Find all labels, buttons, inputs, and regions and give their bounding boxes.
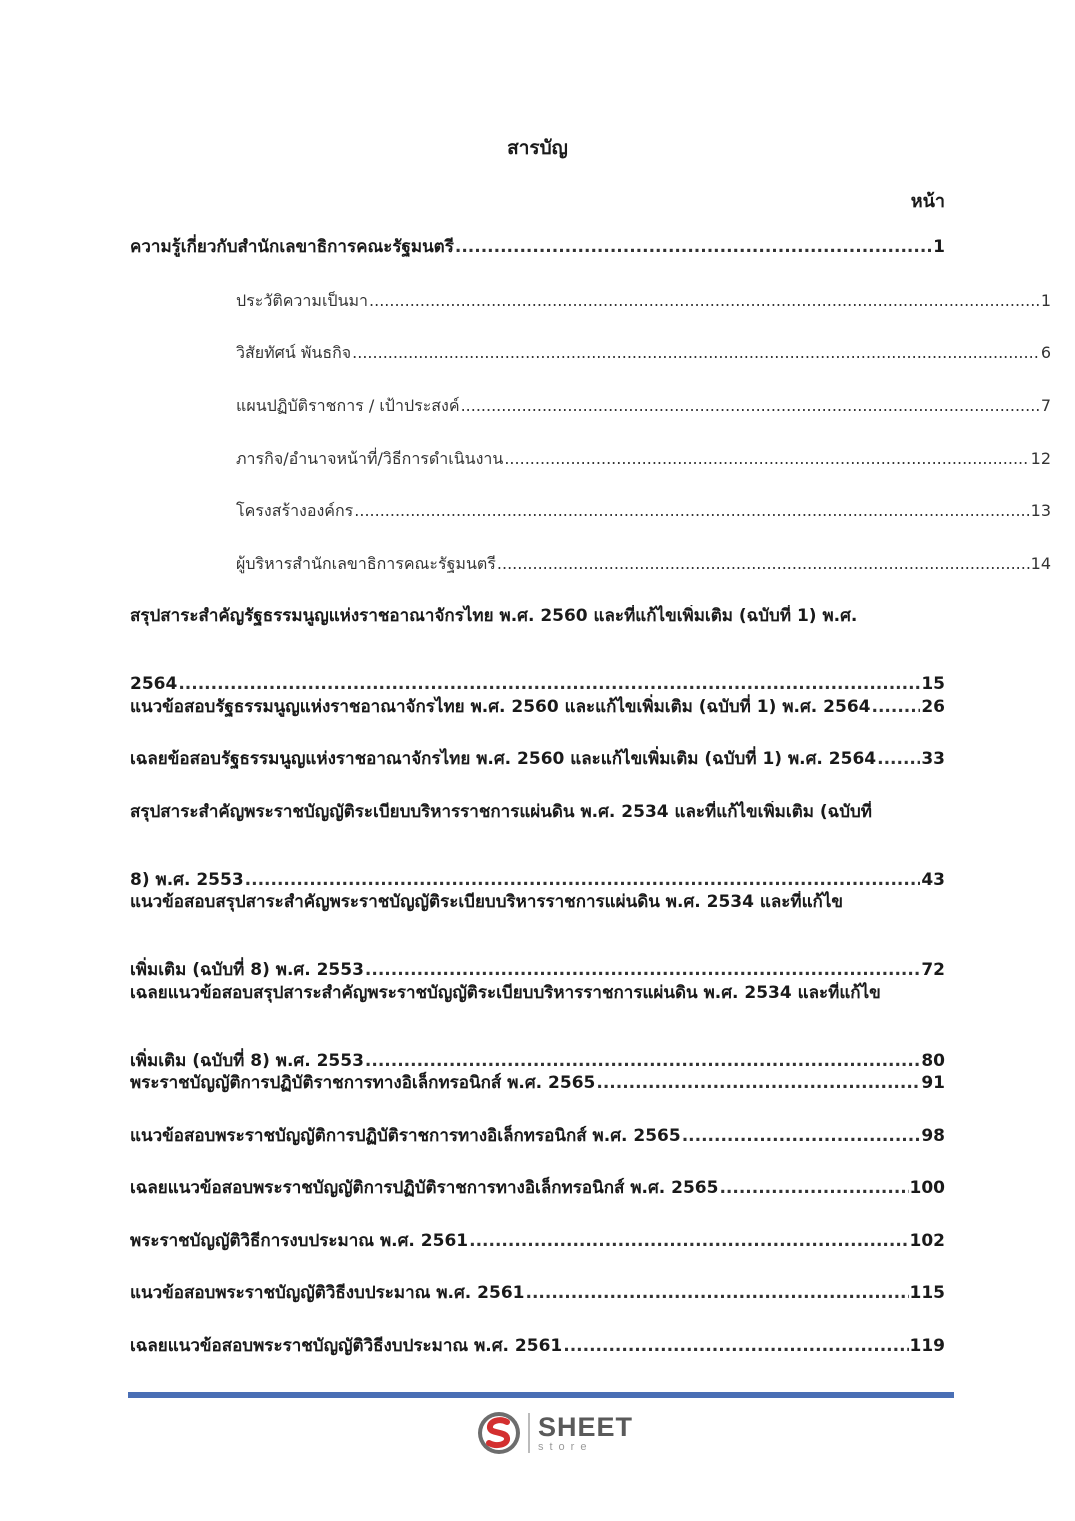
toc-page-number: 15 xyxy=(921,674,945,694)
toc-entry xyxy=(130,394,1051,417)
toc-entry-title: พระราชบัญญัติวิธีการงบประมาณ พ.ศ. 2561 xyxy=(130,1231,469,1251)
toc-entry xyxy=(130,341,1051,364)
dot-leader xyxy=(461,394,1040,417)
toc-entry xyxy=(130,499,1051,522)
footer-divider xyxy=(128,1392,954,1398)
toc-entry-title-line: สรุปสาระสำคัญรัฐธรรมนูญแห่งราชอาณาจักรไทย พ.ศ. 2560 และที่แก้ไขเพิ่มเติม (ฉบับที่ 1) พ.ศ. xyxy=(130,606,858,626)
toc-entry-title: แนวข้อสอบพระราชบัญญัติวิธีงบประมาณ พ.ศ. 2561 xyxy=(130,1283,525,1303)
toc-page-number: 115 xyxy=(909,1283,945,1303)
toc-entry xyxy=(130,1335,945,1358)
toc-page-number: 102 xyxy=(909,1231,945,1251)
toc-entry-title: แนวข้อสอบรัฐธรรมนูญแห่งราชอาณาจักรไทย พ.ศ. 2560 และแก้ไขเพิ่มเติม (ฉบับที่ 1) พ.ศ. 2564 xyxy=(130,697,871,717)
dot-leader xyxy=(525,1282,908,1305)
dot-leader xyxy=(365,959,920,982)
toc-entry-title-line: แนวข้อสอบสรุปสาระสำคัญพระราชบัญญัติระเบียบบริหารราชการแผ่นดิน พ.ศ. 2534 และที่แก้ไข xyxy=(130,892,843,912)
dot-leader xyxy=(563,1335,908,1358)
dot-leader xyxy=(719,1177,908,1200)
dot-leader xyxy=(455,236,932,259)
dot-leader xyxy=(596,1072,920,1095)
sheet-store-logo xyxy=(476,1410,633,1456)
toc-entry-title: ประวัติความเป็นมา xyxy=(236,291,369,310)
toc-entry xyxy=(130,748,945,771)
dot-leader xyxy=(352,341,1040,364)
toc-entry-title: เฉลยแนวข้อสอบพระราชบัญญัติการปฏิบัติราชการทางอิเล็กทรอนิกส์ พ.ศ. 2565 xyxy=(130,1178,719,1198)
toc-entry xyxy=(130,1177,945,1200)
toc-entry-title: พระราชบัญญัติการปฏิบัติราชการทางอิเล็กทรอนิกส์ พ.ศ. 2565 xyxy=(130,1073,596,1093)
toc-entry xyxy=(130,891,945,982)
dot-leader xyxy=(365,1050,920,1073)
toc-entry xyxy=(130,605,945,696)
dot-leader xyxy=(871,696,920,719)
toc-entry xyxy=(130,1230,945,1253)
dot-leader xyxy=(504,447,1029,470)
toc-page-number: 1 xyxy=(933,237,945,257)
toc-entry-title: วิสัยทัศน์ พันธกิจ xyxy=(236,343,352,362)
toc-entry xyxy=(130,696,945,719)
toc-page-number: 7 xyxy=(1040,396,1051,415)
toc-page-number: 100 xyxy=(909,1178,945,1198)
page-column-header: หน้า xyxy=(910,191,945,212)
toc-page-number: 80 xyxy=(921,1051,945,1071)
toc-page-number: 33 xyxy=(921,749,945,769)
toc-page-number: 14 xyxy=(1030,554,1051,573)
toc-entry-title-line: เฉลยแนวข้อสอบสรุปสาระสำคัญพระราชบัญญัติระเบียบบริหารราชการแผ่นดิน พ.ศ. 2534 และที่แก้ไข xyxy=(130,983,881,1003)
toc-entry-title: เพิ่มเติม (ฉบับที่ 8) พ.ศ. 2553 xyxy=(130,960,364,980)
logo-word: SHEET xyxy=(538,1411,634,1442)
toc-entry-title-line: สรุปสาระสำคัญพระราชบัญญัติระเบียบบริหารราชการแผ่นดิน พ.ศ. 2534 และที่แก้ไขเพิ่มเติม (ฉบับที่ xyxy=(130,802,872,822)
toc-entry xyxy=(130,447,1051,470)
toc-entry-title: โครงสร้างองค์กร xyxy=(236,501,354,520)
toc-page-number: 98 xyxy=(921,1126,945,1146)
dot-leader xyxy=(245,869,921,892)
toc-entry-title: แนวข้อสอบพระราชบัญญัติการปฏิบัติราชการทางอิเล็กทรอนิกส์ พ.ศ. 2565 xyxy=(130,1126,681,1146)
dot-leader xyxy=(877,748,920,771)
logo-separator xyxy=(528,1413,530,1453)
toc-page-number: 43 xyxy=(921,870,945,890)
toc-entry xyxy=(130,289,1051,312)
dot-leader xyxy=(178,673,920,696)
dot-leader xyxy=(497,552,1030,575)
toc-page-number: 1 xyxy=(1040,291,1051,310)
toc-page-number: 6 xyxy=(1040,343,1051,362)
toc-entry xyxy=(130,1125,945,1148)
toc-page-number: 91 xyxy=(921,1073,945,1093)
toc-entry xyxy=(130,1072,945,1095)
toc-page-number: 72 xyxy=(921,960,945,980)
toc-entry-title: ภารกิจ/อำนาจหน้าที่/วิธีการดำเนินงาน xyxy=(236,449,504,468)
toc-entry xyxy=(130,236,945,259)
toc-page-number: 119 xyxy=(909,1336,945,1356)
toc-page-number: 26 xyxy=(921,697,945,717)
toc-entry xyxy=(130,1282,945,1305)
sheet-store-logo-icon xyxy=(476,1410,522,1456)
page-title: สารบัญ xyxy=(507,137,568,159)
toc-entry xyxy=(130,982,945,1073)
dot-leader xyxy=(369,289,1040,312)
toc-entry-title: เฉลยแนวข้อสอบพระราชบัญญัติวิธีงบประมาณ พ.ศ. 2561 xyxy=(130,1336,563,1356)
toc-entry-title: เพิ่มเติม (ฉบับที่ 8) พ.ศ. 2553 xyxy=(130,1051,364,1071)
toc-entry-title: ผู้บริหารสำนักเลขาธิการคณะรัฐมนตรี xyxy=(236,554,496,573)
toc-page-number: 13 xyxy=(1030,501,1051,520)
toc-entry xyxy=(130,801,945,892)
toc-entry-title: 2564 xyxy=(130,674,178,694)
toc-entry xyxy=(130,552,1051,575)
dot-leader xyxy=(469,1230,908,1253)
toc-entry-title: เฉลยข้อสอบรัฐธรรมนูญแห่งราชอาณาจักรไทย พ.ศ. 2560 และแก้ไขเพิ่มเติม (ฉบับที่ 1) พ.ศ. 2564 xyxy=(130,749,877,769)
dot-leader xyxy=(682,1125,921,1148)
toc-entry-title: ความรู้เกี่ยวกับสำนักเลขาธิการคณะรัฐมนตรี xyxy=(130,237,454,257)
toc-entry-title: 8) พ.ศ. 2553 xyxy=(130,870,244,890)
toc-entry-title: แผนปฏิบัติราชการ / เป้าประสงค์ xyxy=(236,396,460,415)
dot-leader xyxy=(354,499,1029,522)
toc-page-number: 12 xyxy=(1030,449,1051,468)
logo-subword: store xyxy=(538,1440,593,1453)
